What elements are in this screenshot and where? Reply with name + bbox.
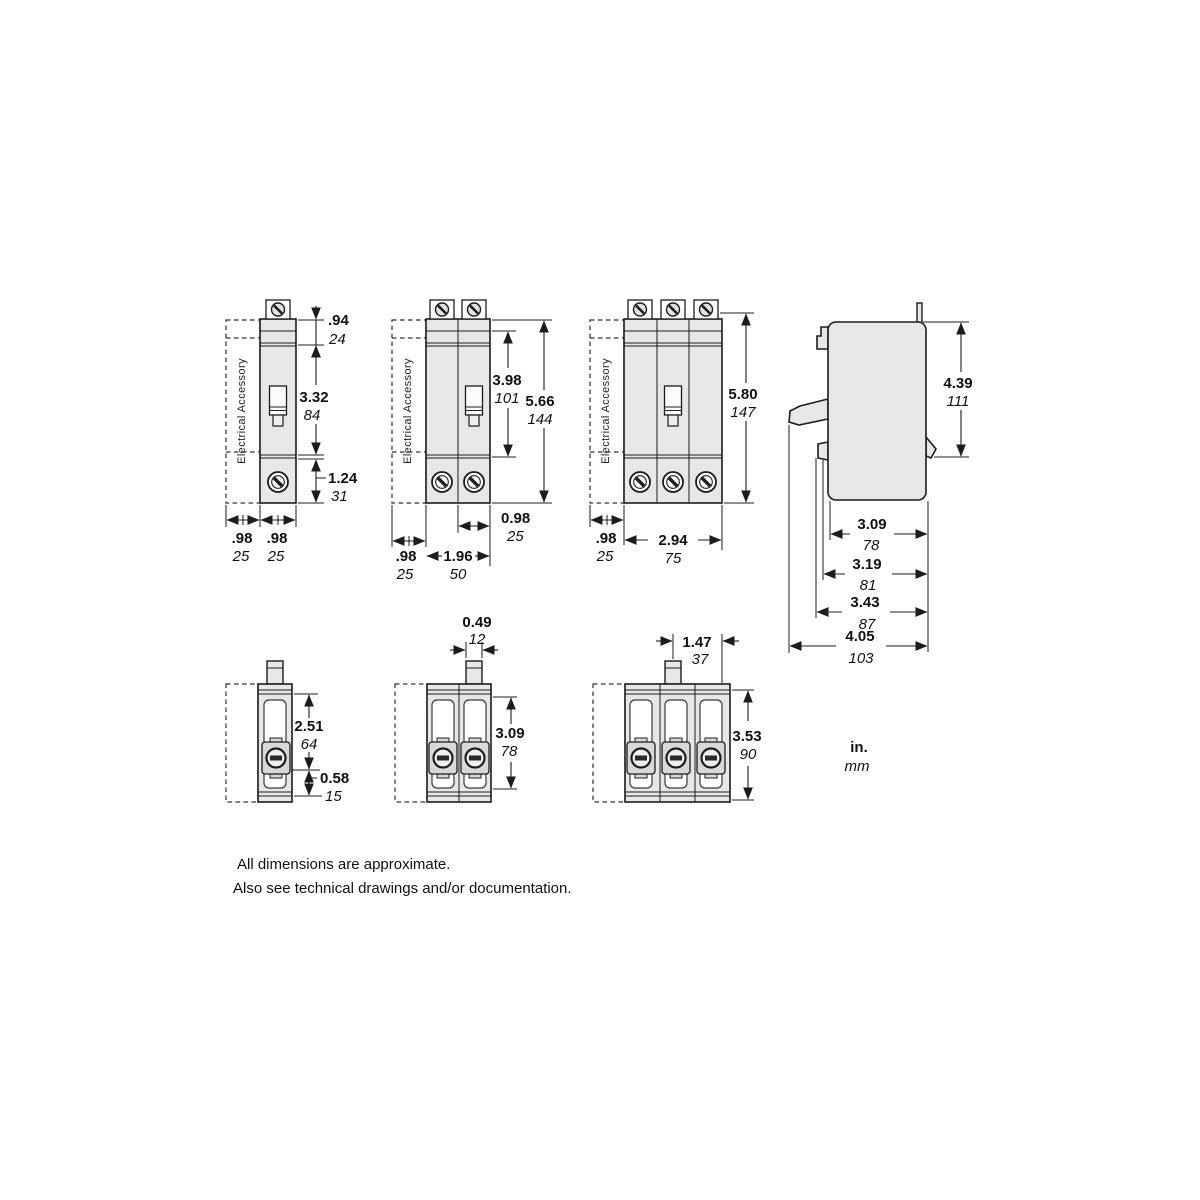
front-view-1pole — [226, 300, 358, 565]
svg-text:1.47: 1.47 — [682, 634, 712, 651]
svg-text:84: 84 — [303, 407, 321, 424]
svg-text:0.49: 0.49 — [462, 614, 492, 631]
breaker-handle — [789, 399, 828, 425]
svg-text:103: 103 — [848, 650, 874, 667]
dim-pole-width — [458, 505, 530, 545]
top-view-2pole — [395, 614, 525, 802]
dim-depth — [493, 697, 525, 789]
lug-screw-icon — [432, 472, 452, 492]
accessory-label: Electrical Accessory — [402, 358, 414, 464]
svg-text:75: 75 — [664, 550, 682, 567]
svg-text:64: 64 — [300, 736, 318, 753]
svg-text:111: 111 — [946, 393, 970, 410]
lug-screw-icon — [696, 472, 716, 492]
svg-text:12: 12 — [468, 631, 486, 648]
dim-accessory-width — [590, 505, 624, 565]
dim-top-height — [298, 306, 350, 359]
dim-total-height — [492, 320, 555, 503]
terminal-lug-icon — [697, 738, 725, 778]
dim-base — [294, 770, 349, 805]
svg-text:.98: .98 — [595, 530, 617, 547]
top-left-step — [817, 327, 828, 349]
svg-text:.94: .94 — [328, 312, 349, 329]
dim-accessory-width — [392, 505, 426, 583]
units-mm-label: mm — [844, 758, 870, 775]
breaker-handle — [665, 661, 681, 684]
dim-pole-width — [261, 505, 296, 565]
svg-text:37: 37 — [691, 651, 709, 668]
svg-text:50: 50 — [449, 566, 467, 583]
breaker-handle — [466, 661, 482, 684]
accessory-label: Electrical Accessory — [236, 358, 248, 464]
terminal-screw-icon — [266, 300, 290, 319]
breaker-body-side — [828, 322, 926, 500]
svg-text:3.19: 3.19 — [852, 556, 882, 573]
svg-text:.98: .98 — [395, 548, 417, 565]
svg-text:3.09: 3.09 — [495, 725, 525, 742]
svg-text:90: 90 — [739, 746, 757, 763]
note-line-1: All dimensions are approximate. — [237, 856, 451, 873]
lug-screw-icon — [630, 472, 650, 492]
dim-depth — [292, 694, 324, 770]
terminal-lug-icon — [627, 738, 655, 778]
svg-text:2.94: 2.94 — [658, 532, 688, 549]
svg-text:3.43: 3.43 — [850, 594, 880, 611]
svg-text:5.80: 5.80 — [728, 386, 758, 403]
accessory-dashed-box — [593, 684, 625, 802]
svg-text:1.24: 1.24 — [328, 470, 358, 487]
svg-text:25: 25 — [232, 548, 250, 565]
lug-screw-icon — [464, 472, 484, 492]
terminal-screw-icon — [462, 300, 486, 319]
terminal-screw-icon — [694, 300, 718, 319]
dim-depth — [732, 690, 762, 800]
accessory-dashed-box — [226, 684, 258, 802]
accessory-label: Electrical Accessory — [600, 358, 612, 464]
svg-text:0.58: 0.58 — [320, 770, 350, 787]
accessory-dashed-box — [395, 684, 427, 802]
terminal-lug-icon — [461, 738, 489, 778]
svg-text:25: 25 — [267, 548, 285, 565]
svg-text:101: 101 — [494, 390, 520, 407]
top-view-3pole — [593, 634, 762, 802]
svg-text:144: 144 — [527, 411, 553, 428]
dim-inner-height — [492, 331, 522, 457]
svg-text:1.96: 1.96 — [443, 548, 473, 565]
svg-text:25: 25 — [596, 548, 614, 565]
svg-text:3.53: 3.53 — [732, 728, 762, 745]
dim-total-width — [625, 505, 722, 567]
svg-text:4.05: 4.05 — [845, 628, 875, 645]
svg-text:78: 78 — [862, 537, 880, 554]
svg-text:3.98: 3.98 — [492, 372, 522, 389]
svg-text:0.98: 0.98 — [501, 510, 531, 527]
bottom-left-step — [818, 442, 828, 460]
terminal-lug-icon — [429, 738, 457, 778]
terminal-lug-icon — [662, 738, 690, 778]
front-view-3pole — [590, 300, 758, 567]
terminal-screw-icon — [661, 300, 685, 319]
side-view — [789, 303, 973, 667]
units-legend — [845, 739, 870, 775]
breaker-handle — [267, 661, 283, 684]
svg-text:4.39: 4.39 — [943, 375, 973, 392]
note-line-2: Also see technical drawings and/or documentation. — [233, 880, 572, 897]
svg-text:25: 25 — [396, 566, 414, 583]
terminal-screw-icon — [430, 300, 454, 319]
front-view-2pole — [392, 300, 555, 583]
lug-screw-icon — [663, 472, 683, 492]
dim-handle-width — [450, 614, 498, 658]
svg-text:87: 87 — [858, 616, 876, 633]
terminal-lug-icon — [262, 738, 290, 778]
svg-text:147: 147 — [730, 404, 756, 421]
lug-screw-icon — [268, 472, 288, 492]
svg-text:25: 25 — [507, 528, 524, 545]
notes — [233, 856, 572, 897]
top-view-1pole — [226, 661, 349, 805]
svg-text:3.09: 3.09 — [857, 516, 887, 533]
svg-text:5.66: 5.66 — [525, 393, 555, 410]
dim-bottom-height — [298, 459, 358, 505]
svg-text:78: 78 — [500, 743, 518, 760]
units-inches-label: in. — [850, 739, 868, 756]
svg-text:24: 24 — [329, 331, 346, 348]
terminal-screw-icon — [628, 300, 652, 319]
svg-text:81: 81 — [859, 577, 877, 594]
mounting-clip — [926, 437, 936, 458]
svg-text:.98: .98 — [266, 530, 288, 547]
dim-side-height — [923, 322, 973, 457]
svg-text:.98: .98 — [231, 530, 253, 547]
svg-text:31: 31 — [331, 488, 348, 505]
svg-text:2.51: 2.51 — [294, 718, 324, 735]
dim-body-height — [298, 346, 329, 455]
dim-total-height — [720, 313, 758, 503]
svg-text:3.32: 3.32 — [299, 389, 329, 406]
svg-text:15: 15 — [325, 788, 342, 805]
dim-accessory-width — [226, 505, 260, 565]
